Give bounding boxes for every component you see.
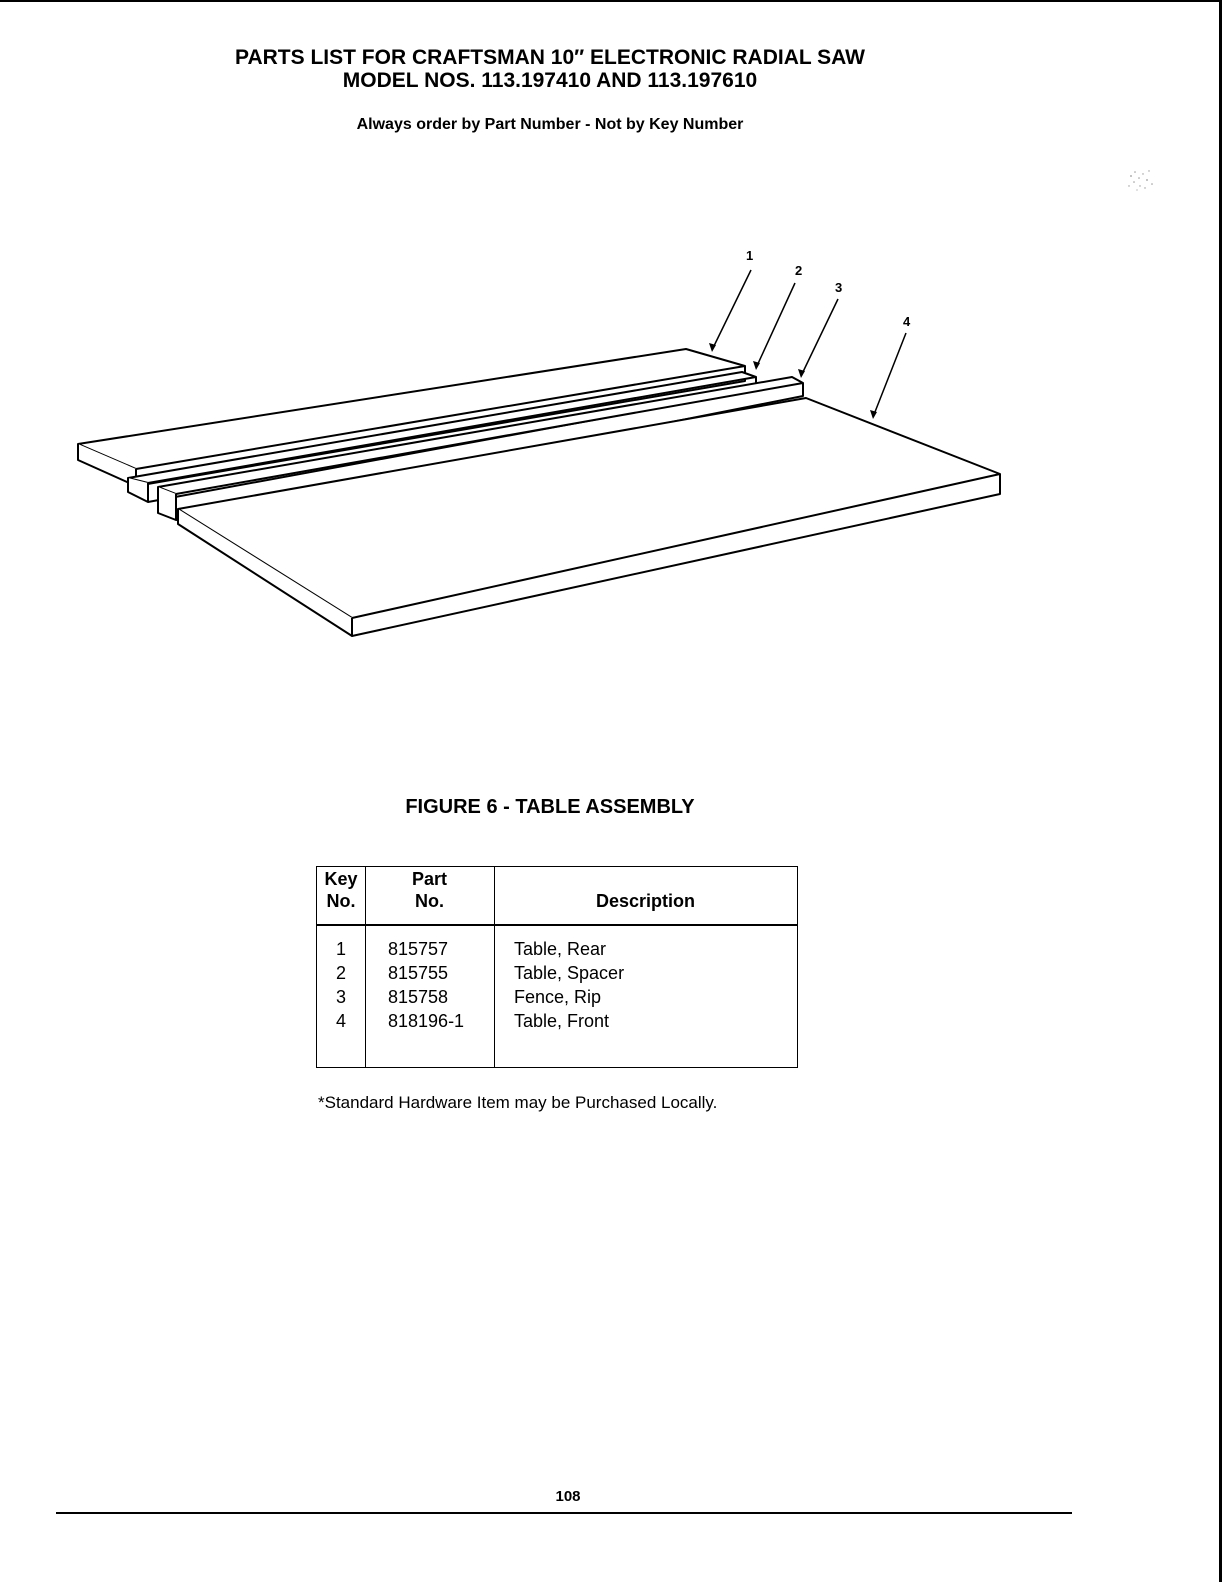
row-1-key: 1: [335, 939, 346, 959]
row-3-description: Fence, Rip: [514, 987, 602, 1007]
header-key-line1: Key: [324, 869, 358, 889]
page-border-top: [0, 0, 1222, 2]
row-4-description: Table, Front: [514, 1011, 610, 1031]
callout-2: 2: [795, 263, 803, 278]
row-2-key: 2: [335, 963, 346, 983]
row-4-key: 4: [335, 1011, 346, 1031]
callout-4: 4: [903, 314, 911, 329]
page-number: 108: [555, 1488, 581, 1505]
parts-table: [316, 866, 798, 1068]
callout-3: 3: [835, 280, 843, 295]
header-part-line1: Part: [411, 869, 447, 889]
row-4-part: 818196-1: [388, 1011, 465, 1031]
callout-1: 1: [746, 248, 754, 263]
header-divider: [317, 924, 797, 926]
row-2-description: Table, Spacer: [514, 963, 625, 983]
row-2-part: 815755: [388, 963, 449, 983]
order-instruction: Always order by Part Number - Not by Key Number: [356, 116, 744, 133]
figure-caption: FIGURE 6 - TABLE ASSEMBLY: [405, 796, 695, 818]
header-part-line2: No.: [415, 891, 444, 911]
bottom-rule: [56, 1512, 1072, 1514]
row-1-part: 815757: [388, 939, 449, 959]
row-3-key: 3: [335, 987, 346, 1007]
table-assembly-diagram: [60, 240, 1040, 660]
header-key-line2: No.: [326, 891, 356, 911]
footnote: *Standard Hardware Item may be Purchased Locally.: [318, 1093, 718, 1112]
row-1-description: Table, Rear: [514, 939, 607, 959]
model-numbers-title: MODEL NOS. 113.197410 AND 113.197610: [342, 69, 758, 92]
header-description: Description: [595, 891, 696, 911]
page-title: PARTS LIST FOR CRAFTSMAN 10″ ELECTRONIC RADIAL SAW: [235, 46, 865, 69]
row-3-part: 815758: [388, 987, 449, 1007]
scan-speck-mark: [1125, 166, 1159, 196]
